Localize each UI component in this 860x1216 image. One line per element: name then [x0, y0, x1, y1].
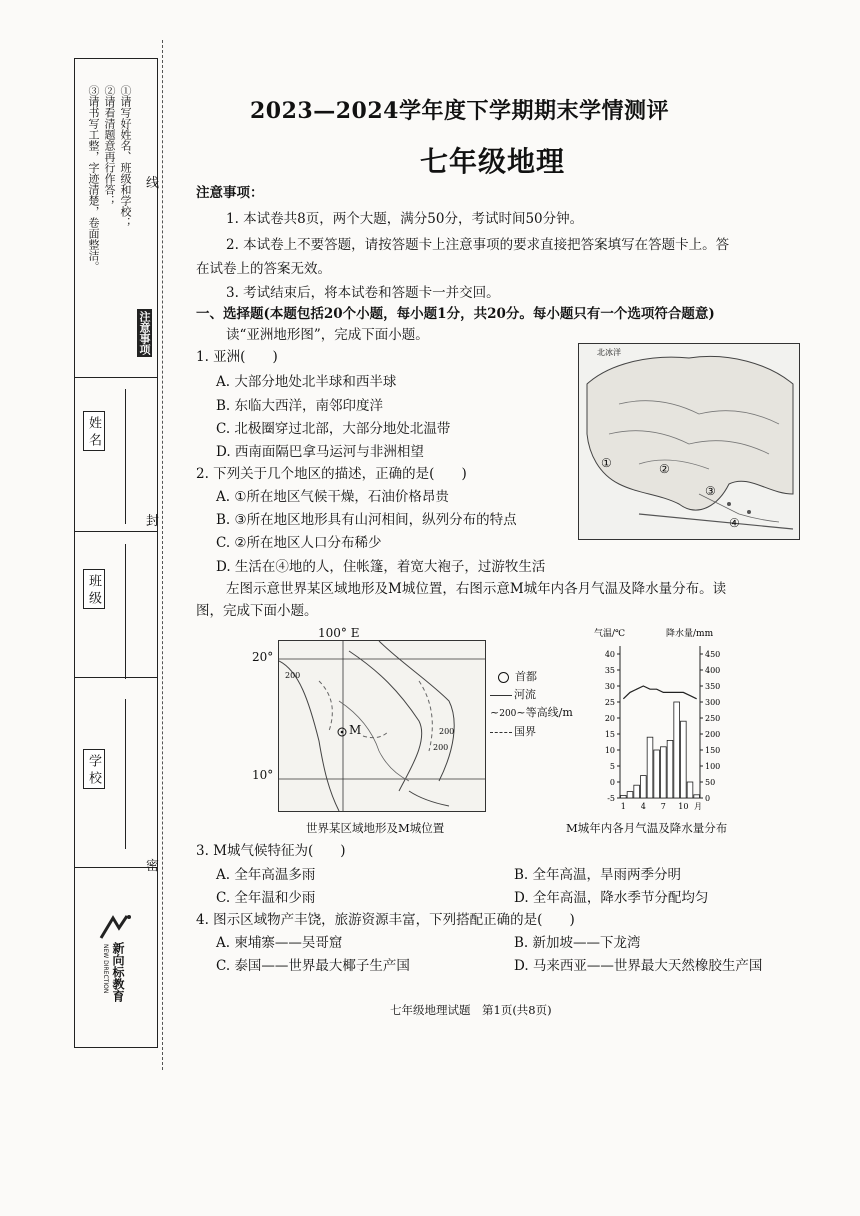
- border-icon: [490, 732, 512, 733]
- q2-option[interactable]: A. ①所在地区气候干燥，石油价格昂贵: [216, 489, 449, 505]
- chart-y1-tick-label: 20: [604, 714, 615, 723]
- region-map-contour: 200: [433, 743, 449, 752]
- binding-sep: [75, 677, 157, 678]
- q3-stem: 3. M城气候特征为( ): [196, 843, 346, 859]
- asia-map-label-1: ①: [601, 456, 612, 470]
- chart-bar-precip: [654, 750, 660, 798]
- legend-item-contour: ~200~等高线/m: [490, 706, 573, 719]
- region-map: [278, 640, 486, 812]
- mark-line: 线: [146, 176, 160, 191]
- region-map-graphic: [279, 641, 485, 811]
- q1-option[interactable]: D. 西南面隔巴拿马运河与非洲相望: [216, 444, 424, 460]
- binding-sep: [75, 867, 157, 868]
- chart-x-label: 月: [694, 802, 702, 811]
- climate-chart-caption: M城年内各月气温及降水量分布: [566, 821, 728, 835]
- chart-bar-precip: [667, 740, 673, 798]
- logo-sub: NEW DIRECTION: [102, 944, 109, 994]
- chart-bar-precip: [647, 737, 653, 798]
- asia-map: [578, 343, 800, 540]
- chart-bar-precip: [694, 795, 700, 798]
- notice-item: 在试卷上的答案无效。: [196, 261, 331, 277]
- binding-sep: [75, 531, 157, 532]
- region-map-contour: 200: [285, 671, 301, 680]
- chart-y1-tick-label: 0: [609, 778, 615, 787]
- chart-y2-tick-label: 100: [705, 762, 721, 771]
- chart-y2-tick-label: 450: [705, 650, 721, 659]
- chart-y1-label: 气温/℃: [594, 629, 626, 639]
- q4-option[interactable]: A. 柬埔寨——吴哥窟: [216, 935, 343, 951]
- mark-secret: 密: [146, 859, 160, 874]
- asia-map-label-4: ④: [729, 516, 740, 530]
- binding-notice-label: 注意事项: [138, 311, 151, 355]
- chart-bar-precip: [681, 721, 687, 798]
- chart-bar-precip: [641, 776, 647, 798]
- legend-item-river: 河流: [490, 686, 580, 704]
- q1-stem: 1. 亚洲( ): [196, 349, 278, 365]
- q2-option[interactable]: C. ②所在地区人口分布稀少: [216, 535, 382, 551]
- chart-bar-precip: [661, 747, 667, 798]
- chart-bar-precip: [687, 782, 693, 798]
- logo: [93, 914, 141, 1024]
- chart-y2-tick-label: 250: [705, 714, 721, 723]
- chart-y1-tick-label: 40: [604, 650, 615, 659]
- chart-y1-tick-label: -5: [607, 794, 615, 803]
- class-field-line[interactable]: [125, 544, 126, 679]
- climate-chart-svg: [590, 626, 760, 816]
- chart-x-tick-label: 7: [660, 802, 666, 811]
- region-map-legend: [490, 668, 580, 741]
- region-map-lat-20: 20°: [252, 650, 274, 664]
- chart-y2-tick-label: 50: [705, 778, 716, 787]
- chart-y2-label: 降水量/mm: [666, 629, 714, 639]
- page-footer: 七年级地理试题 第1页(共8页): [390, 1003, 552, 1017]
- logo-text: 新向标教育: [111, 942, 125, 1002]
- binding-sep: [75, 377, 157, 378]
- asia-map-corner-label: 北冰洋: [597, 348, 621, 357]
- q3-option[interactable]: D. 全年高温，降水季节分配均匀: [514, 890, 709, 906]
- page-title: 2023—2024学年度下学期期末学情测评: [250, 98, 669, 124]
- q2-option[interactable]: D. 生活在④地的人，住帐篷，着宽大袍子，过游牧生活: [216, 559, 546, 575]
- region-map-city: M: [349, 723, 362, 737]
- mark-seal: 封: [146, 514, 160, 529]
- chart-bar-precip: [674, 702, 680, 798]
- contour-icon: ~: [490, 706, 500, 719]
- q4-option[interactable]: B. 新加坡——下龙湾: [514, 935, 641, 951]
- binding-column: [74, 58, 158, 1048]
- region-map-lat-10: 10°: [252, 768, 274, 782]
- chart-bar-precip: [634, 785, 640, 798]
- binding-notice-item-3: ③请书写工整，字迹清楚，卷面整洁。: [87, 85, 100, 272]
- chart-y2-tick-label: 0: [705, 794, 711, 803]
- q1-option[interactable]: C. 北极圈穿过北部，大部分地处北温带: [216, 421, 451, 437]
- q2-option[interactable]: B. ③所在地区地形具有山河相间，纵列分布的特点: [216, 512, 517, 528]
- chart-y1-tick-label: 25: [604, 698, 615, 707]
- q1-option[interactable]: A. 大部分地处北半球和西半球: [216, 374, 397, 390]
- chart-y2-tick-label: 150: [705, 746, 721, 755]
- q3-option[interactable]: C. 全年温和少雨: [216, 890, 316, 906]
- chart-y2-tick-label: 200: [705, 730, 721, 739]
- legend-item-border: 国界: [490, 723, 580, 741]
- subject-title: 七年级地理: [420, 145, 566, 178]
- name-field-line[interactable]: [125, 389, 126, 524]
- school-field-line[interactable]: [125, 699, 126, 849]
- chart-x-tick-label: 4: [640, 802, 646, 811]
- q4-stem: 4. 图示区域物产丰饶，旅游资源丰富，下列搭配正确的是( ): [196, 912, 575, 928]
- chart-y1-tick-label: 5: [609, 762, 615, 771]
- section-intro: 读“亚洲地形图”，完成下面小题。: [226, 327, 429, 343]
- region-map-caption: 世界某区域地形及M城位置: [306, 821, 445, 835]
- river-icon: [490, 695, 512, 696]
- capital-icon: [498, 672, 509, 683]
- binding-notice-item-1: ①请写好姓名、班级和学校；: [119, 85, 132, 228]
- notice-item: 2. 本试卷上不要答题，请按答题卡上注意事项的要求直接把答案填写在答题卡上。答: [226, 237, 730, 253]
- chart-y1-tick-label: 30: [604, 682, 615, 691]
- notice-heading: 注意事项：: [196, 185, 264, 201]
- chart-y1-tick-label: 35: [604, 666, 615, 675]
- school-field-label: 学 校: [83, 749, 105, 789]
- chart-y2-tick-label: 400: [705, 666, 721, 675]
- notice-item: 3. 考试结束后，将本试卷和答题卡一并交回。: [226, 285, 500, 301]
- section-heading: 一、选择题(本题包括20个小题，每小题1分，共20分。每小题只有一个选项符合题意): [196, 306, 715, 322]
- region-map-lon-label: 100° E: [318, 626, 360, 640]
- chart-x-tick-label: 10: [678, 802, 689, 811]
- q3-option[interactable]: B. 全年高温，旱雨两季分明: [514, 867, 682, 883]
- chart-y1-tick-label: 10: [604, 746, 615, 755]
- chart-bar-precip: [621, 795, 627, 798]
- binding-notice-item-2: ②请看清题意再行作答；: [103, 85, 116, 206]
- q3-option[interactable]: A. 全年高温多雨: [216, 867, 316, 883]
- legend-item-capital: 首都: [490, 668, 580, 686]
- climate-chart: [590, 626, 760, 816]
- q2-stem: 2. 下列关于几个地区的描述，正确的是( ): [196, 466, 467, 482]
- class-field-label: 班 级: [83, 569, 105, 609]
- q1-option[interactable]: B. 东临大西洋，南邻印度洋: [216, 398, 384, 414]
- notice-item: 1. 本试卷共8页，两个大题，满分50分，考试时间50分钟。: [226, 211, 584, 227]
- intro2-line: 左图示意世界某区域地形及M城位置，右图示意M城年内各月气温及降水量分布。读: [226, 581, 727, 597]
- intro2-line: 图，完成下面小题。: [196, 603, 318, 619]
- name-field-label: 姓 名: [83, 411, 105, 451]
- asia-map-label-3: ③: [705, 484, 716, 498]
- cut-line: [162, 40, 163, 1070]
- binding-notice: [75, 59, 160, 378]
- chart-bar-precip: [627, 792, 633, 798]
- chart-x-tick-label: 1: [620, 802, 626, 811]
- chart-line-temp: [623, 686, 696, 699]
- q4-option[interactable]: D. 马来西亚——世界最大天然橡胶生产国: [514, 958, 763, 974]
- chart-y2-tick-label: 300: [705, 698, 721, 707]
- asia-map-graphic: [579, 344, 799, 539]
- chart-y1-tick-label: 15: [604, 730, 615, 739]
- logo-icon: [99, 914, 133, 940]
- region-map-contour: 200: [439, 727, 455, 736]
- chart-y2-tick-label: 350: [705, 682, 721, 691]
- q4-option[interactable]: C. 泰国——世界最大椰子生产国: [216, 958, 410, 974]
- asia-map-label-2: ②: [659, 462, 670, 476]
